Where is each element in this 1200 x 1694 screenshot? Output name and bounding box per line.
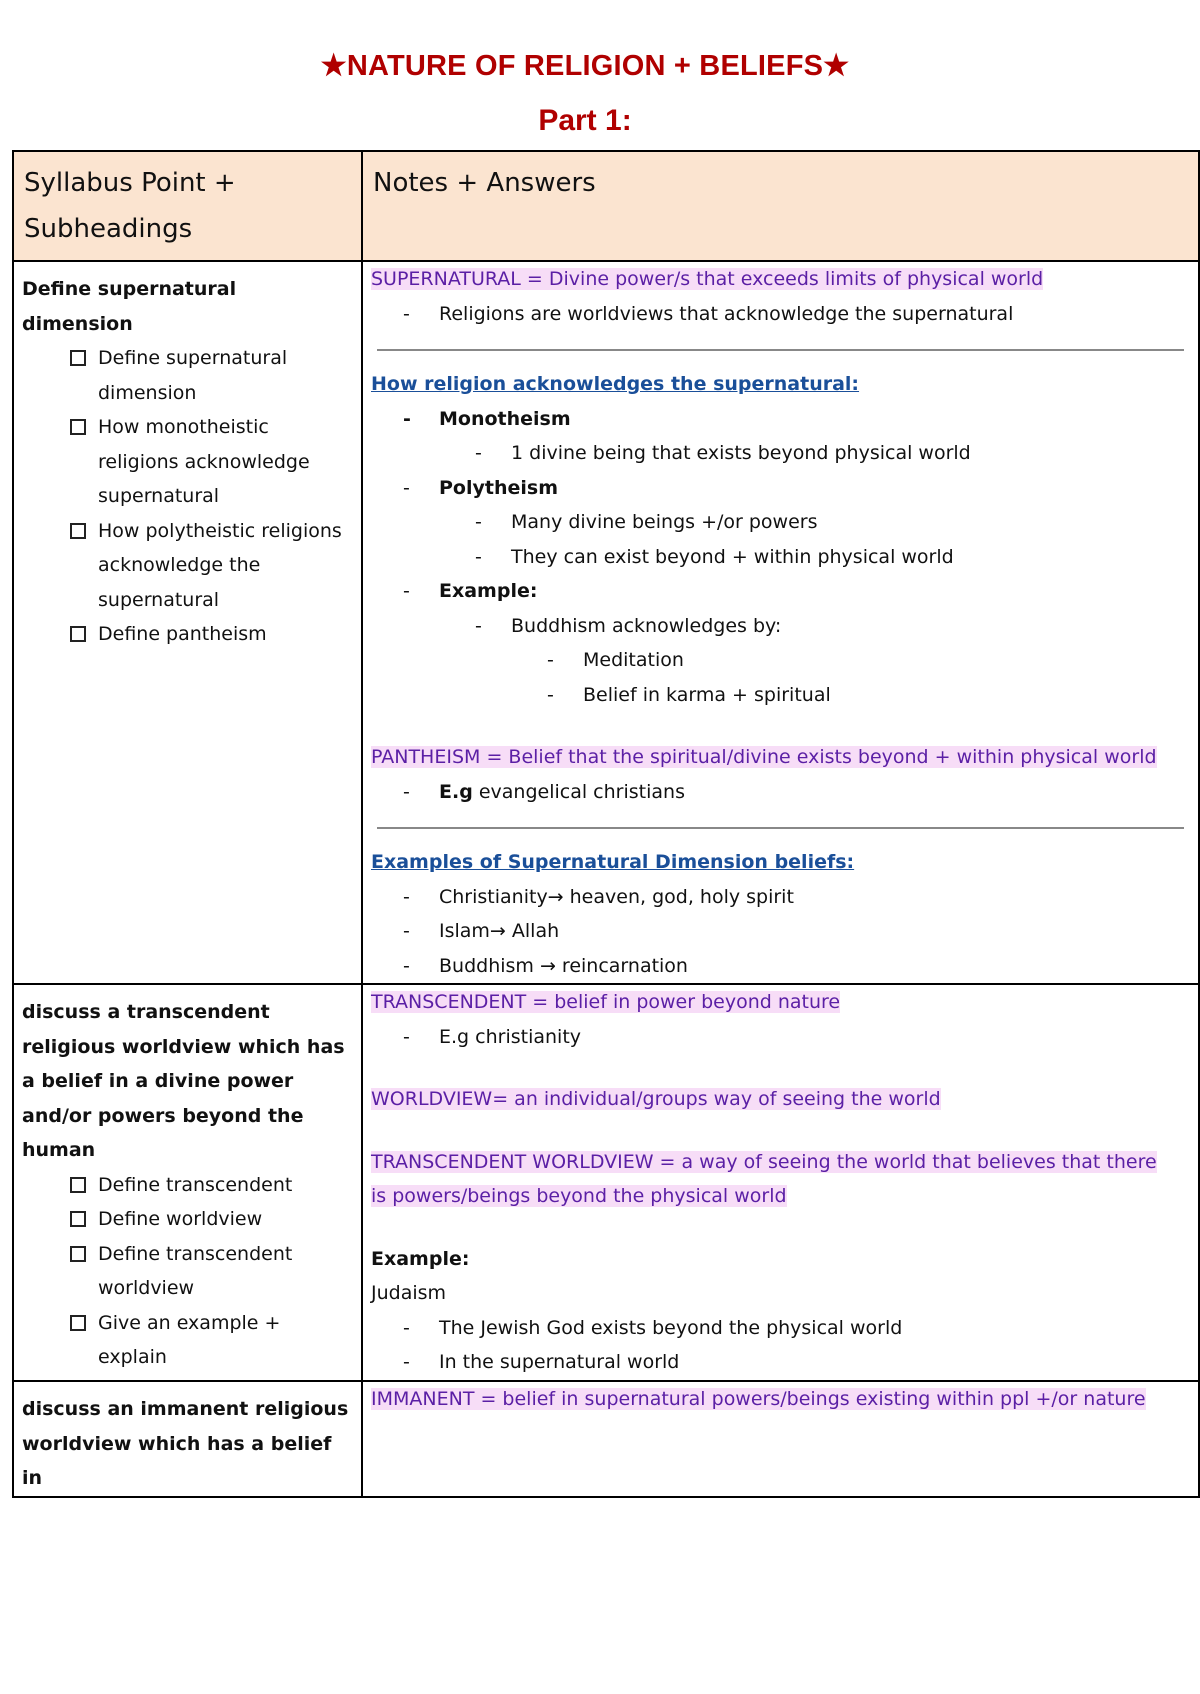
note-text: Islam→ Allah <box>439 920 560 942</box>
definition-transcendent-worldview: TRANSCENDENT WORLDVIEW = a way of seeing the world that believes that there <box>371 1150 1157 1173</box>
syllabus-point: Define supernatural dimension <box>22 278 237 335</box>
checklist-item[interactable]: Define transcendent worldview <box>22 1237 353 1306</box>
section-heading: Examples of Supernatural Dimension beliefs: <box>371 851 855 873</box>
syllabus-cell <box>13 984 362 1381</box>
notes-cell <box>362 1381 1199 1497</box>
note-text: Religions are worldviews that acknowledge the supernatural <box>439 302 1014 325</box>
definition-transcendent-worldview-cont: is powers/beings beyond the physical world <box>371 1185 787 1207</box>
note-text: evangelical christians <box>472 780 685 803</box>
part-heading: Part 1: <box>538 104 632 137</box>
note-text: E.g christianity <box>439 1025 582 1048</box>
notes-cell: SUPERNATURAL = Divine power/s that exceeds limits of physical world - Religions are worldviews that acknowledge the supernatural How religion acknowledges the supernatural: - Monotheism - 1 divine being that exists beyond physical world - Polytheism - Many divine beings +/or powers - They can exist beyond + within physical world - Example: - Buddhism acknowledges by: - Meditation - Belief in karma + spiritual PANTHEISM = Belief that the spiritual/divine exists beyond + within physical world - E.g evangelical christians Examples of Supernatural Dimension beliefs: - Christianity→ heaven, god, holy spirit - Islam→ Allah - Buddhism → reincarnation <box>362 261 1199 984</box>
header-syllabus: Syllabus Point + Subheadings <box>13 151 362 261</box>
definition-supernatural: SUPERNATURAL = Divine power/s that exceeds limits of physical world <box>371 268 1044 290</box>
table-row <box>13 1381 1199 1497</box>
checkbox-icon[interactable] <box>70 626 86 642</box>
checkbox-icon[interactable] <box>70 1246 86 1262</box>
checkbox-icon[interactable] <box>70 1177 86 1193</box>
note-text: Monotheism <box>439 407 571 430</box>
table-row <box>13 984 1199 1381</box>
notes-cell: TRANSCENDENT = belief in power beyond nature - E.g christianity WORLDVIEW= an individual/groups way of seeing the world TRANSCENDENT WORLDVIEW = a way of seeing the world that believes that there is powers/beings beyond the physical world Example: Judaism - The Jewish God exists beyond the physical world - In the supernatural world <box>362 984 1199 1381</box>
note-text: The Jewish God exists beyond the physical world <box>439 1316 903 1339</box>
checklist-item[interactable]: Give an example + explain <box>22 1306 353 1375</box>
checkbox-icon[interactable] <box>70 350 86 366</box>
checklist-item[interactable]: Define worldview <box>22 1202 353 1237</box>
divider <box>377 349 1184 351</box>
notes-table <box>12 150 1200 1498</box>
note-text: Buddhism → reincarnation <box>439 954 688 977</box>
table-row <box>13 261 1199 984</box>
note-text: Polytheism <box>439 476 558 499</box>
document-title: ★NATURE OF RELIGION + BELIEFS★ <box>320 50 850 82</box>
note-text: 1 divine being that exists beyond physical world <box>511 442 971 464</box>
definition-transcendent: TRANSCENDENT = belief in power beyond nature <box>371 991 841 1013</box>
note-text: Belief in karma + spiritual <box>583 683 831 706</box>
checkbox-icon[interactable] <box>70 1211 86 1227</box>
definition-immanent: IMMANENT = belief in supernatural powers/beings existing within ppl +/or nature <box>371 1388 1146 1410</box>
table-header-row <box>13 151 1199 261</box>
syllabus-point: discuss an immanent religious worldview which has a belief in <box>22 1398 349 1489</box>
syllabus-point: discuss a transcendent religious worldview which has a belief in a divine power and/or powers beyond the human <box>22 1001 345 1161</box>
section-heading: How religion acknowledges the supernatural: <box>371 373 860 395</box>
example-label: Example: <box>371 1247 470 1270</box>
note-text: In the supernatural world <box>439 1351 680 1373</box>
checkbox-icon[interactable] <box>70 523 86 539</box>
checklist-item[interactable]: How polytheistic religions acknowledge the supernatural <box>22 514 353 618</box>
definition-pantheism: PANTHEISM = Belief that the spiritual/divine exists beyond + within physical world <box>371 746 1157 768</box>
header-notes: Notes + Answers <box>362 151 1199 261</box>
checklist-item[interactable]: How monotheistic religions acknowledge supernatural <box>22 410 353 514</box>
note-text: They can exist beyond + within physical world <box>511 545 954 568</box>
syllabus-cell <box>13 261 362 984</box>
note-text: Christianity→ heaven, god, holy spirit <box>439 885 794 908</box>
syllabus-cell <box>13 1381 362 1497</box>
checklist-item[interactable]: Define transcendent <box>22 1168 353 1203</box>
note-text: Judaism <box>371 1282 447 1304</box>
checklist-item[interactable]: Define pantheism <box>22 617 353 652</box>
checklist-item[interactable]: Define supernatural dimension <box>22 341 353 410</box>
divider <box>377 827 1184 829</box>
note-text: Meditation <box>583 649 684 671</box>
checkbox-icon[interactable] <box>70 419 86 435</box>
note-text: Many divine beings +/or powers <box>511 511 818 533</box>
note-text: Example: <box>439 580 538 602</box>
definition-worldview: WORLDVIEW= an individual/groups way of seeing the world <box>371 1088 941 1110</box>
note-text: E.g <box>439 780 473 803</box>
checkbox-icon[interactable] <box>70 1315 86 1331</box>
note-text: Buddhism acknowledges by: <box>511 614 782 637</box>
